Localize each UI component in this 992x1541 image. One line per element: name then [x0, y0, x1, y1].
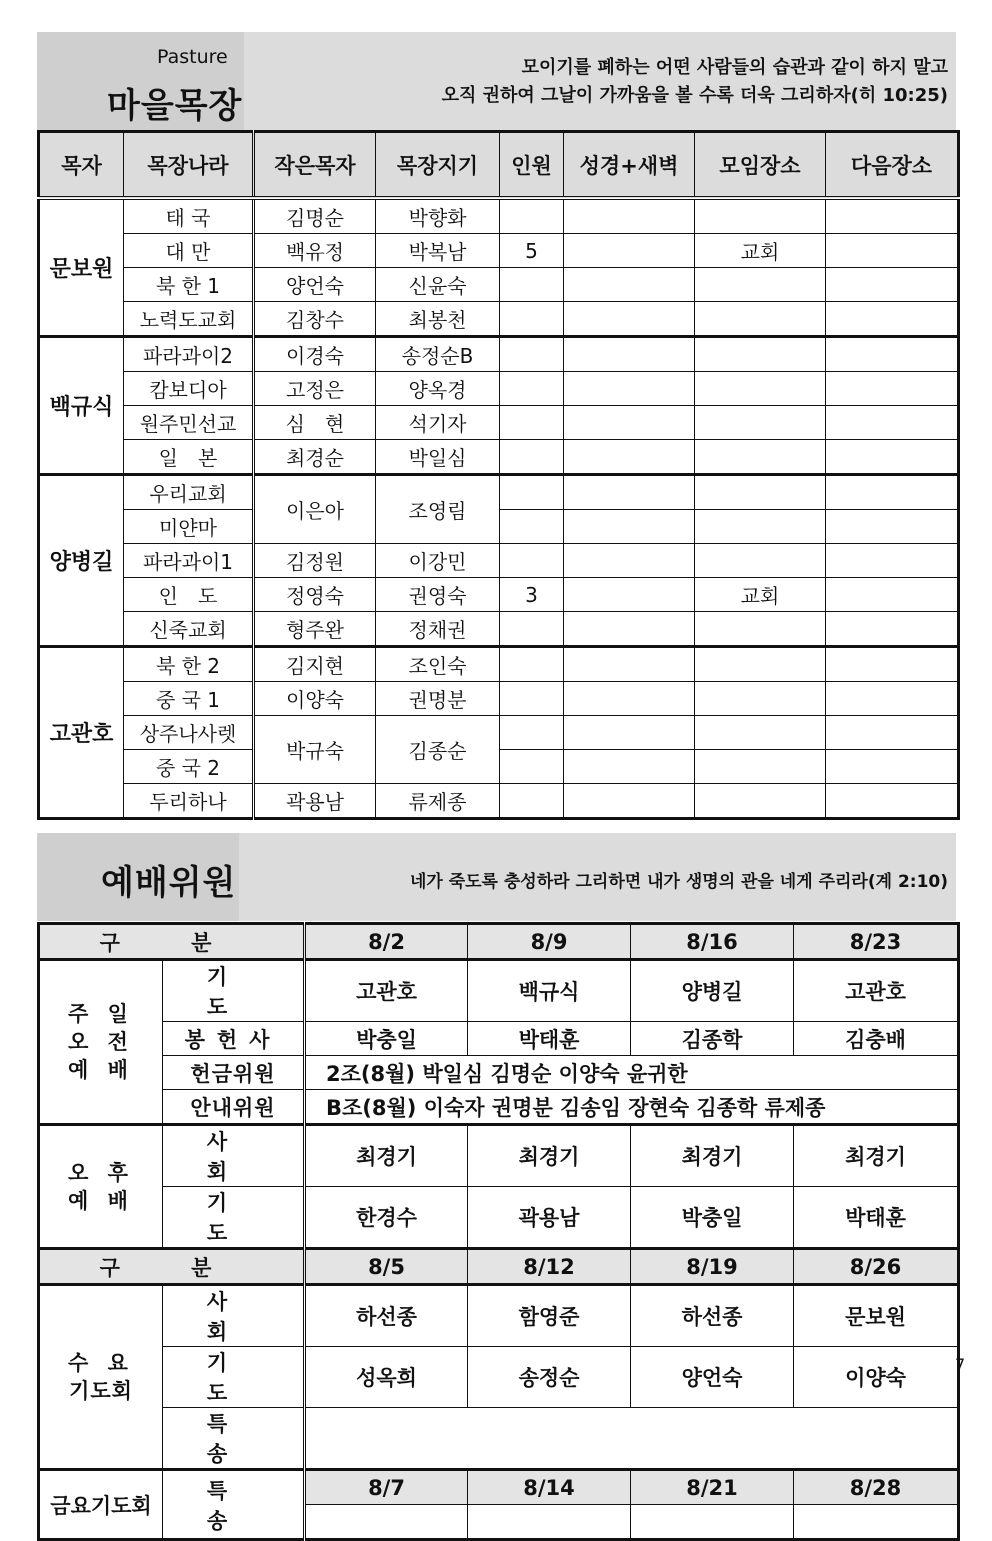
- small-leader-cell: 심 현: [254, 406, 376, 440]
- page-number: 7: [955, 1355, 966, 1374]
- label-line: 오 후: [68, 1160, 134, 1185]
- bible-cell: [564, 750, 695, 784]
- keeper-cell: 류제종: [376, 784, 500, 819]
- date-cell: 8/21: [631, 1470, 794, 1505]
- table-row: [39, 612, 959, 647]
- prayer-cell: 한경수: [305, 1187, 468, 1249]
- label-line: 예 배: [68, 1058, 134, 1082]
- mokjang-table: [37, 130, 960, 820]
- count-cell: [500, 440, 564, 475]
- role-label: 사 회: [163, 1125, 305, 1187]
- small-leader-cell: 이양숙: [254, 682, 376, 716]
- maeul-header: [37, 32, 956, 130]
- pasture-label: Pasture: [157, 46, 228, 68]
- sunday-am-label: [39, 960, 163, 1125]
- date-cell: 8/16: [631, 924, 794, 960]
- bible-cell: [564, 406, 695, 440]
- keeper-cell: 김종순: [376, 716, 500, 784]
- prayer-cell: 고관호: [305, 960, 468, 1022]
- col-header: 목자: [39, 132, 124, 199]
- bible-cell: [564, 475, 695, 510]
- place-cell: [695, 337, 826, 372]
- count-cell: [500, 716, 564, 750]
- next-place-cell: [826, 716, 959, 750]
- mokjang-header-row: [39, 132, 959, 199]
- host-cell: 최경기: [305, 1125, 468, 1187]
- nation-cell: 파라과이1: [124, 544, 254, 578]
- friday-label: 금요기도회: [39, 1470, 163, 1540]
- count-cell: [500, 372, 564, 406]
- role-label: 사 회: [163, 1285, 305, 1347]
- next-place-cell: [826, 475, 959, 510]
- small-leader-cell: 정영숙: [254, 578, 376, 612]
- bible-cell: [564, 647, 695, 682]
- keeper-cell: 이강민: [376, 544, 500, 578]
- gubun-header: 구 분: [39, 1249, 305, 1285]
- table-row: [39, 1090, 959, 1125]
- table-row: [39, 475, 959, 510]
- nation-cell: 원주민선교: [124, 406, 254, 440]
- place-cell: [695, 682, 826, 716]
- offering-cell: 박충일: [305, 1022, 468, 1056]
- nation-cell: 파라과이2: [124, 337, 254, 372]
- next-place-cell: [826, 578, 959, 612]
- place-cell: [695, 544, 826, 578]
- small-leader-cell: 형주완: [254, 612, 376, 647]
- small-leader-cell: 박규숙: [254, 716, 376, 784]
- prayer-cell: 양언숙: [631, 1347, 794, 1408]
- bible-cell: [564, 716, 695, 750]
- place-cell: [695, 302, 826, 337]
- count-cell: [500, 784, 564, 819]
- keeper-cell: 최봉천: [376, 302, 500, 337]
- count-cell: [500, 612, 564, 647]
- host-cell: 하선종: [305, 1285, 468, 1347]
- prayer-cell: 송정순: [468, 1347, 631, 1408]
- count-cell: [500, 510, 564, 544]
- count-cell: [500, 750, 564, 784]
- bible-cell: [564, 198, 695, 234]
- role-label: 안내위원: [163, 1090, 305, 1125]
- count-cell: 5: [500, 234, 564, 268]
- table-row: [39, 784, 959, 819]
- nation-cell: 우리교회: [124, 475, 254, 510]
- nation-cell: 일 본: [124, 440, 254, 475]
- nation-cell: 태 국: [124, 198, 254, 234]
- nation-cell: 북 한 2: [124, 647, 254, 682]
- prayer-cell: 양병길: [631, 960, 794, 1022]
- offering-cell: 김충배: [794, 1022, 959, 1056]
- host-cell: 최경기: [794, 1125, 959, 1187]
- bible-cell: [564, 268, 695, 302]
- small-leader-cell: 양언숙: [254, 268, 376, 302]
- nation-cell: 상주나사렛: [124, 716, 254, 750]
- keeper-cell: 권영숙: [376, 578, 500, 612]
- nation-cell: 북 한 1: [124, 268, 254, 302]
- next-place-cell: [826, 372, 959, 406]
- role-label: 기 도: [163, 1187, 305, 1249]
- pastor-cell: 양병길: [39, 475, 124, 647]
- prayer-cell: 성옥희: [305, 1347, 468, 1408]
- label-line: 오 전: [68, 1030, 134, 1054]
- next-place-cell: [826, 268, 959, 302]
- table-row: [39, 198, 959, 234]
- label-line: 수 요: [68, 1351, 134, 1375]
- small-leader-cell: 김지현: [254, 647, 376, 682]
- table-row: [39, 1408, 959, 1470]
- count-cell: [500, 302, 564, 337]
- place-cell: [695, 612, 826, 647]
- bible-cell: [564, 682, 695, 716]
- bible-cell: [564, 302, 695, 337]
- next-place-cell: [826, 302, 959, 337]
- worship-table: [37, 922, 960, 1541]
- count-cell: 3: [500, 578, 564, 612]
- maeul-title-box: [37, 32, 244, 130]
- keeper-cell: 석기자: [376, 406, 500, 440]
- prayer-cell: 이양숙: [794, 1347, 959, 1408]
- table-row: [39, 440, 959, 475]
- date-cell: 8/9: [468, 924, 631, 960]
- next-place-cell: [826, 406, 959, 440]
- table-row: [39, 716, 959, 750]
- place-cell: [695, 475, 826, 510]
- host-cell: 하선종: [631, 1285, 794, 1347]
- prayer-cell: 백규식: [468, 960, 631, 1022]
- table-row: [39, 406, 959, 440]
- place-cell: [695, 784, 826, 819]
- place-cell: [695, 510, 826, 544]
- next-place-cell: [826, 234, 959, 268]
- bible-cell: [564, 544, 695, 578]
- wednesday-label: [39, 1285, 163, 1470]
- small-leader-cell: 김창수: [254, 302, 376, 337]
- col-header: 성경+새벽: [564, 132, 695, 199]
- count-cell: [500, 406, 564, 440]
- small-leader-cell: 최경순: [254, 440, 376, 475]
- table-row: [39, 1470, 959, 1505]
- next-place-cell: [826, 682, 959, 716]
- host-cell: 최경기: [468, 1125, 631, 1187]
- nation-cell: 중 국 1: [124, 682, 254, 716]
- col-header: 작은목자: [254, 132, 376, 199]
- offering-cell: 박태훈: [468, 1022, 631, 1056]
- place-cell: [695, 647, 826, 682]
- guide-cell: B조(8월) 이숙자 권명분 김송임 장현숙 김종학 류제종: [305, 1090, 959, 1125]
- small-leader-cell: 이은아: [254, 475, 376, 544]
- date-cell: 8/14: [468, 1470, 631, 1505]
- count-cell: [500, 198, 564, 234]
- host-cell: 함영준: [468, 1285, 631, 1347]
- small-leader-cell: 김명순: [254, 198, 376, 234]
- keeper-cell: 정채권: [376, 612, 500, 647]
- place-cell: [695, 268, 826, 302]
- prayer-cell: 곽용남: [468, 1187, 631, 1249]
- place-cell: [695, 198, 826, 234]
- keeper-cell: 양옥경: [376, 372, 500, 406]
- special-cell: [631, 1505, 794, 1540]
- maeul-title: 마을목장: [107, 86, 243, 126]
- table-row: [39, 1125, 959, 1187]
- next-place-cell: [826, 612, 959, 647]
- pastor-cell: 고관호: [39, 647, 124, 819]
- role-label: 기 도: [163, 1347, 305, 1408]
- bible-cell: [564, 337, 695, 372]
- special-cell: [468, 1505, 631, 1540]
- table-row: [39, 544, 959, 578]
- bible-cell: [564, 612, 695, 647]
- col-header: 목장나라: [124, 132, 254, 199]
- place-cell: [695, 716, 826, 750]
- pastor-cell: 백규식: [39, 337, 124, 475]
- verse-line-1: 모이기를 폐하는 어떤 사람들의 습관과 같이 하지 말고: [521, 57, 948, 78]
- date-cell: 8/23: [794, 924, 959, 960]
- keeper-cell: 박복남: [376, 234, 500, 268]
- date-cell: 8/28: [794, 1470, 959, 1505]
- place-cell: 교회: [695, 234, 826, 268]
- table-row: [39, 302, 959, 337]
- verse-line-2: 오직 권하여 그날이 가까움을 볼 수록 더욱 그리하자(히 10:25): [441, 85, 948, 106]
- col-header: 인원: [500, 132, 564, 199]
- bible-cell: [564, 510, 695, 544]
- nation-cell: 캄보디아: [124, 372, 254, 406]
- bible-cell: [564, 578, 695, 612]
- count-cell: [500, 475, 564, 510]
- bible-cell: [564, 234, 695, 268]
- bible-cell: [564, 440, 695, 475]
- place-cell: [695, 440, 826, 475]
- table-row: [39, 960, 959, 1022]
- table-row: [39, 234, 959, 268]
- role-label: 봉헌사: [163, 1022, 305, 1056]
- next-place-cell: [826, 440, 959, 475]
- keeper-cell: 조영림: [376, 475, 500, 544]
- table-row: [39, 1347, 959, 1408]
- label-line: 주 일: [68, 1002, 134, 1026]
- date-cell: 8/26: [794, 1249, 959, 1285]
- role-label: 특 송: [163, 1408, 305, 1470]
- role-label: 특 송: [163, 1470, 305, 1540]
- next-place-cell: [826, 784, 959, 819]
- date-cell: 8/2: [305, 924, 468, 960]
- next-place-cell: [826, 337, 959, 372]
- col-header: 모임장소: [695, 132, 826, 199]
- label-line: 기도회: [69, 1379, 133, 1403]
- place-cell: [695, 750, 826, 784]
- table-row: [39, 337, 959, 372]
- gubun-header: 구 분: [39, 924, 305, 960]
- nation-cell: 중 국 2: [124, 750, 254, 784]
- keeper-cell: 박일심: [376, 440, 500, 475]
- next-place-cell: [826, 750, 959, 784]
- nation-cell: 두리하나: [124, 784, 254, 819]
- col-header: 다음장소: [826, 132, 959, 199]
- host-cell: 최경기: [631, 1125, 794, 1187]
- maeul-verse: [442, 54, 948, 110]
- keeper-cell: 박향화: [376, 198, 500, 234]
- special-cell: [305, 1505, 468, 1540]
- place-cell: 교회: [695, 578, 826, 612]
- date-cell: 8/12: [468, 1249, 631, 1285]
- bible-cell: [564, 372, 695, 406]
- prayer-cell: 고관호: [794, 960, 959, 1022]
- small-leader-cell: 백유정: [254, 234, 376, 268]
- nation-cell: 노력도교회: [124, 302, 254, 337]
- count-cell: [500, 544, 564, 578]
- table-row: [39, 1285, 959, 1347]
- keeper-cell: 신윤숙: [376, 268, 500, 302]
- count-cell: [500, 268, 564, 302]
- special-cell: [305, 1408, 959, 1470]
- table-row: [39, 1022, 959, 1056]
- table-row: [39, 268, 959, 302]
- count-cell: [500, 682, 564, 716]
- next-place-cell: [826, 544, 959, 578]
- role-label: 기 도: [163, 960, 305, 1022]
- sunday-pm-label: [39, 1125, 163, 1249]
- table-row: [39, 372, 959, 406]
- nation-cell: 신죽교회: [124, 612, 254, 647]
- next-place-cell: [826, 198, 959, 234]
- date-cell: 8/5: [305, 1249, 468, 1285]
- col-header: 목장지기: [376, 132, 500, 199]
- nation-cell: 미얀마: [124, 510, 254, 544]
- place-cell: [695, 406, 826, 440]
- count-cell: [500, 337, 564, 372]
- table-row: [39, 1187, 959, 1249]
- offering-cell: 김종학: [631, 1022, 794, 1056]
- date-cell: 8/7: [305, 1470, 468, 1505]
- usher-cell: 2조(8월) 박일심 김명순 이양숙 윤귀한: [305, 1056, 959, 1090]
- keeper-cell: 권명분: [376, 682, 500, 716]
- keeper-cell: 송정순B: [376, 337, 500, 372]
- table-row: [39, 682, 959, 716]
- worship-verse: 네가 죽도록 충성하라 그리하면 내가 생명의 관을 네게 주리라(계 2:10): [409, 872, 948, 892]
- small-leader-cell: 김정원: [254, 544, 376, 578]
- small-leader-cell: 고정은: [254, 372, 376, 406]
- next-place-cell: [826, 647, 959, 682]
- prayer-cell: 박태훈: [794, 1187, 959, 1249]
- prayer-cell: 박충일: [631, 1187, 794, 1249]
- pastor-cell: 문보원: [39, 198, 124, 337]
- place-cell: [695, 372, 826, 406]
- table-row: [39, 578, 959, 612]
- worship-header: [37, 833, 956, 921]
- special-cell: [794, 1505, 959, 1540]
- small-leader-cell: 곽용남: [254, 784, 376, 819]
- next-place-cell: [826, 510, 959, 544]
- table-row: [39, 1056, 959, 1090]
- count-cell: [500, 647, 564, 682]
- sunday-date-row: [39, 924, 959, 960]
- wednesday-date-row: [39, 1249, 959, 1285]
- nation-cell: 대 만: [124, 234, 254, 268]
- date-cell: 8/19: [631, 1249, 794, 1285]
- keeper-cell: 조인숙: [376, 647, 500, 682]
- small-leader-cell: 이경숙: [254, 337, 376, 372]
- table-row: [39, 647, 959, 682]
- worship-title-box: [37, 833, 239, 921]
- label-line: 예 배: [68, 1188, 134, 1213]
- host-cell: 문보원: [794, 1285, 959, 1347]
- role-label: 헌금위원: [163, 1056, 305, 1090]
- nation-cell: 인 도: [124, 578, 254, 612]
- bible-cell: [564, 784, 695, 819]
- worship-title: 예배위원: [101, 863, 237, 903]
